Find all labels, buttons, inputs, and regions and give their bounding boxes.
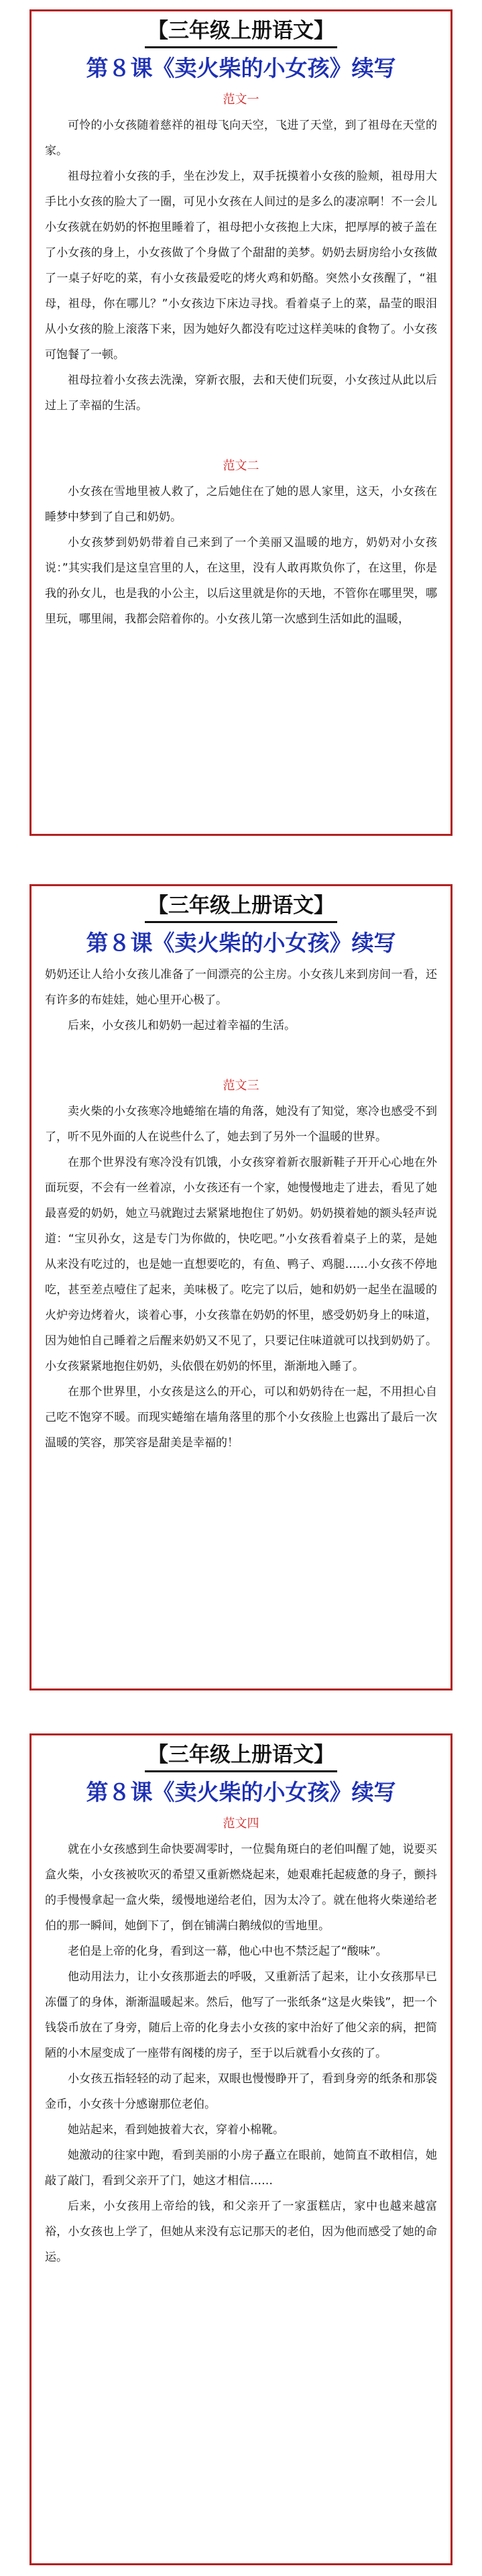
paragraph: 在那个世界没有寒冷没有饥饿，小女孩穿着新衣服新鞋子开开心心地在外面玩耍，不会有一丝着凉，小女孩还有一个家，她慢慢地走了进去，看见了她最喜爱的奶奶，她立马就跑过去紧紧地抱住了奶奶。奶奶摸着她的额头轻声说道：“宝贝孙女，这是专门为你做的，快吃吧。”小女孩看着桌子上的菜，是她从来没有吃过的，也是她一直想要吃的，有鱼、鸭子、鸡腿……小女孩不停地吃，甚至差点噎住了起来，美味极了。吃完了以后，她和奶奶一起坐在温暖的火炉旁边烤着火，谈着心事，小女孩靠在奶奶的怀里，感受奶奶身上的味道，因为她怕自己睡着之后醒来奶奶又不见了，只要记住味道就可以找到奶奶了。小女孩紧紧地抱住奶奶，头依偎在奶奶的怀里，渐渐地入睡了。: [45, 1156, 437, 1373]
paragraph: 他动用法力，让小女孩那逝去的呼吸，又重新活了起来，让小女孩那早已冻僵了的身体，渐渐温暖起来。然后，他写了一张纸条“这是火柴钱”，把一个钱袋币放在了身旁，随后上帝的化身去小女孩的家中治好了他父亲的病，把简陋的小木屋变成了一座带有阁楼的房子，至于以后就看小女孩的了。: [45, 1970, 437, 2060]
essay-three: [32, 1075, 450, 1456]
paragraph: 在那个世界里，小女孩是这么的开心，可以和奶奶待在一起，不用担心自己吃不饱穿不暖。而现实蜷缩在墙角落里的那个小女孩脸上也露出了最后一次温暖的笑容，那笑容是甜美是幸福的！: [45, 1385, 437, 1450]
paragraph: 祖母拉着小女孩去洗澡，穿新衣服，去和天使们玩耍，小女孩过从此以后过上了幸福的生活。: [45, 374, 437, 413]
document-page-1: [29, 9, 453, 836]
document-page-3: [29, 1733, 453, 2565]
paragraph: 小女孩五指轻轻的动了起来，双眼也慢慢睁开了，看到身旁的纸条和那袋金币，小女孩十分感谢那位老伯。: [45, 2072, 437, 2111]
paragraph: 小女孩梦到奶奶带着自己来到了一个美丽又温暖的地方，奶奶对小女孩说：”其实我们是这皇宫里的人，在这里，没有人敢再欺负你了，在这里，你是我的孙女儿，也是我的小公主，以后这里就是你的天地，不管你在哪里哭，哪里玩，哪里闹，我都会陪着你的。小女孩儿第一次感到生活如此的温暖，: [45, 536, 437, 626]
essay-two: [32, 455, 450, 632]
page-header: [32, 1735, 450, 1811]
page-header: [32, 886, 450, 962]
essay-title: 范文二: [223, 459, 259, 473]
paragraph: 她站起来，看到她披着大衣，穿着小棉靴。: [68, 2123, 284, 2137]
page-header: [32, 11, 450, 87]
essay-title: 范文一: [223, 93, 259, 107]
essay-two-continued: [32, 962, 450, 1038]
document-page-2: [29, 884, 453, 1690]
essay-one: [32, 89, 450, 419]
essay-title: 范文三: [223, 1079, 259, 1093]
paragraph: 可怜的小女孩随着慈祥的祖母飞向天空，飞进了天堂，到了祖母在天堂的家。: [45, 119, 437, 158]
paragraph: 后来，小女孩儿和奶奶一起过着幸福的生活。: [68, 1019, 296, 1032]
paragraph: 就在小女孩感到生命快要凋零时，一位鬓角斑白的老伯叫醒了她，说要买盒火柴，小女孩被吹灭的希望又重新燃烧起来，她艰难托起疲惫的身子，颤抖的手慢慢拿起一盒火柴，缓慢地递给老伯，因为太冷了。就在他将火柴递给老伯的那一瞬间，她倒下了，倒在铺满白鹅绒似的雪地里。: [45, 1843, 437, 1933]
lesson-title: 第８课《卖火柴的小女孩》续写: [86, 930, 396, 956]
paragraph: 后来，小女孩用上帝给的钱，和父亲开了一家蛋糕店，家中也越来越富裕，小女孩也上学了，但她从来没有忘记那天的老伯，因为他而感受了她的命运。: [45, 2200, 437, 2264]
essay-four: [32, 1813, 450, 2270]
paragraph: 卖火柴的小女孩寒冷地蜷缩在墙的角落，她没有了知觉，寒冷也感受不到了，听不见外面的人在说些什么了，她去到了另外一个温暖的世界。: [45, 1105, 437, 1144]
grade-heading: 【三年级上册语文】: [145, 15, 337, 48]
grade-heading: 【三年级上册语文】: [145, 890, 337, 923]
paragraph: 她激动的往家中跑，看到美丽的小房子矗立在眼前，她简直不敢相信，她敲了敲门，看到父亲开了门，她这才相信……: [45, 2149, 437, 2188]
essay-title: 范文四: [223, 1817, 259, 1831]
paragraph: 老伯是上帝的化身，看到这一幕，他心中也不禁泛起了“酸味”。: [68, 1945, 387, 1958]
paragraph: 奶奶还让人给小女孩儿准备了一间漂亮的公主房。小女孩儿来到房间一看，还有许多的布娃娃，她心里开心极了。: [45, 968, 437, 1007]
paragraph: 祖母拉着小女孩的手，坐在沙发上，双手抚摸着小女孩的脸颊，祖母用大手比小女孩的脸大了一圈，可见小女孩在人间过的是多么的凄凉啊！不一会儿小女孩就在奶奶的怀抱里睡着了，祖母把小女孩抱上大床，把厚厚的被子盖在了小女孩的身上，小女孩做了个身做了个甜甜的美梦。奶奶去厨房给小女孩做了一桌子好吃的菜，有小女孩最爱吃的烤火鸡和奶酪。突然小女孩醒了，“祖母，祖母，你在哪儿？”小女孩边下床边寻找。看着桌子上的菜，晶莹的眼泪从小女孩的脸上滚落下来，因为她好久都没有吃过这样美味的食物了。小女孩可饱餐了一顿。: [45, 170, 437, 362]
paragraph: 小女孩在雪地里被人救了，之后她住在了她的恩人家里，这天，小女孩在睡梦中梦到了自己和奶奶。: [45, 485, 437, 524]
lesson-title: 第８课《卖火柴的小女孩》续写: [86, 55, 396, 81]
grade-heading: 【三年级上册语文】: [145, 1739, 337, 1772]
lesson-title: 第８课《卖火柴的小女孩》续写: [86, 1779, 396, 1805]
